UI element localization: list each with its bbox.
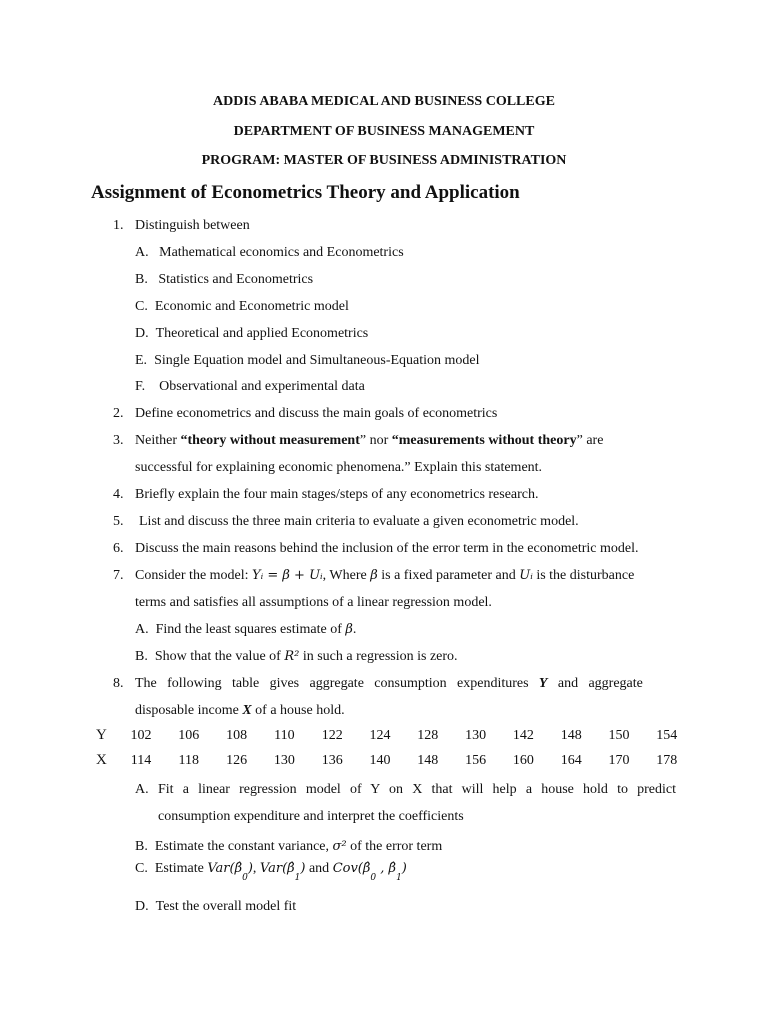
q8-sub-a-letter: A. [135, 782, 149, 797]
var-beta1: Var(β̂ [259, 861, 295, 876]
table-y-cell: 130 [465, 728, 487, 743]
q7-line1 [135, 568, 634, 584]
q1-sub-f-text: Observational and experimental data [159, 379, 365, 394]
q7-mid2: is a fixed parameter and [377, 568, 520, 583]
q1-sub-c-text: Economic and Econometric model [154, 299, 349, 314]
q8-x-symbol: X [242, 703, 252, 718]
q1-sub-d [135, 326, 368, 342]
q8-line2-pre: disposable income [135, 703, 243, 718]
table-x-cell: 140 [369, 753, 391, 768]
department-name: DEPARTMENT OF BUSINESS MANAGEMENT [233, 124, 535, 139]
q7-sub-a [135, 622, 356, 638]
college-name: ADDIS ABABA MEDICAL AND BUSINESS COLLEGE [213, 94, 555, 109]
var-comma: , [252, 861, 260, 876]
q4-text: Briefly explain the four main stages/steps of any econometrics research. [135, 487, 539, 502]
q3-bold-measurement: “measurements without theory [391, 433, 577, 448]
q8-number: 8. [113, 676, 124, 691]
q1-sub-a-text: Mathematical economics and Econometrics [159, 245, 404, 260]
q8-sub-b-symbol: σ² [332, 839, 347, 854]
cov-close: ) [401, 861, 407, 876]
q8-sub-a-line1: Fit a linear regression model of Y on X that will help a house hold to predict [158, 782, 676, 797]
q1-sub-f-letter: F. [135, 379, 146, 394]
q7-beta-symbol: β [370, 568, 378, 583]
q1-sub-a-letter: A. [135, 245, 149, 260]
q1-sub-b-text: Statistics and Econometrics [158, 272, 314, 287]
cov-beta1-subscript: 1 [396, 873, 402, 883]
table-y-cell: 154 [656, 728, 678, 743]
table-x-cell: 130 [273, 753, 295, 768]
q7-sub-a-pre: Find the least squares estimate of [155, 622, 346, 637]
q8-sub-c [135, 861, 407, 883]
q8-sub-c-pre: Estimate [154, 861, 208, 876]
table-x-cell: 126 [226, 753, 248, 768]
table-y-cell: 142 [512, 728, 534, 743]
table-x-cell: 114 [130, 753, 152, 768]
q2-number: 2. [113, 406, 124, 421]
table-y-cell: 108 [226, 728, 248, 743]
var-beta0-subscript: 0 [242, 873, 248, 883]
q1-text: Distinguish between [135, 218, 250, 233]
table-x-cell: 156 [465, 753, 487, 768]
q8-line2 [135, 703, 345, 719]
var-beta1-close: ) [300, 861, 306, 876]
q7-sub-a-letter: A. [135, 622, 149, 637]
q7-mid: , Where [322, 568, 371, 583]
q8-word: and [557, 676, 579, 691]
q8-line2-post: of a house hold. [251, 703, 345, 718]
program-name: PROGRAM: MASTER OF BUSINESS ADMINISTRATION [201, 153, 567, 168]
q3-post: ” are [576, 433, 604, 448]
q8-sub-d-text: Test the overall model fit [155, 899, 297, 914]
q8-sub-b-post: of the error term [346, 839, 443, 854]
q1-sub-e-text: Single Equation model and Simultaneous-Equation model [154, 353, 480, 368]
table-x-cell: 118 [178, 753, 200, 768]
q7-sub-b-letter: B. [135, 649, 148, 664]
q1-sub-e [135, 353, 480, 369]
table-x-cell: 160 [512, 753, 534, 768]
q6-text: Discuss the main reasons behind the inclusion of the error term in the econometric model. [135, 541, 639, 556]
q1-sub-b-letter: B. [135, 272, 148, 287]
table-y-cell: 124 [369, 728, 391, 743]
q1-number: 1. [113, 218, 124, 233]
q1-sub-a [135, 245, 404, 261]
q7-sub-b-pre: Show that the value of [154, 649, 285, 664]
q8-word: expenditures [457, 676, 529, 691]
table-x-cell: 178 [656, 753, 678, 768]
q7-sub-b-symbol: R² [284, 649, 300, 664]
q8-sub-c-letter: C. [135, 861, 148, 876]
q5-number: 5. [113, 514, 124, 529]
q8-sub-d [135, 899, 296, 915]
q8-sub-a-line2: consumption expenditure and interpret the coefficients [158, 809, 464, 824]
q8-sub-d-letter: D. [135, 899, 149, 914]
q2-text: Define econometrics and discuss the main goals of econometrics [135, 406, 498, 421]
q1-sub-d-letter: D. [135, 326, 149, 341]
table-y-cell: 150 [608, 728, 630, 743]
q7-line2: terms and satisfies all assumptions of a linear regression model. [135, 595, 492, 610]
table-y-cell: 148 [560, 728, 582, 743]
table-x-cell: 148 [417, 753, 439, 768]
table-x-label: X [96, 752, 107, 768]
q8-line1 [135, 676, 643, 692]
q3-line1 [135, 433, 603, 449]
table-x-cell: 170 [608, 753, 630, 768]
cov-beta0: Cov(β̂ [332, 861, 371, 876]
q3-line2: successful for explaining economic phenomena.” Explain this statement. [135, 460, 543, 475]
q1-sub-c [135, 299, 349, 315]
q8-word: consumption [374, 676, 447, 691]
var-and: and [305, 861, 333, 876]
q8-word: The [135, 676, 157, 691]
q8-y-symbol: Y [538, 676, 548, 691]
q8-sub-b-letter: B. [135, 839, 148, 854]
q5-text: List and discuss the three main criteria to evaluate a given econometric model. [139, 514, 579, 529]
table-x-cell: 136 [321, 753, 343, 768]
q4-number: 4. [113, 487, 124, 502]
q1-sub-c-letter: C. [135, 299, 148, 314]
q1-sub-b [135, 272, 313, 288]
q7-sub-b-post: in such a regression is zero. [299, 649, 458, 664]
q7-model-equation: Yᵢ = β + Uᵢ [252, 568, 323, 583]
var-beta0-close: ) [247, 861, 253, 876]
q3-bold-theory: “theory without measurement [180, 433, 360, 448]
var-beta1-subscript: 1 [294, 873, 301, 883]
q7-sub-a-post: . [352, 622, 357, 637]
q8-word: table [231, 676, 260, 691]
q3-pre: Neither [135, 433, 181, 448]
table-y-cell: 128 [417, 728, 439, 743]
q7-sub-b [135, 649, 458, 665]
q8-word: aggregate [309, 676, 364, 691]
table-x-cell: 164 [560, 753, 582, 768]
table-y-cell: 102 [130, 728, 152, 743]
q1-sub-f [135, 379, 365, 395]
q1-sub-d-text: Theoretical and applied Econometrics [155, 326, 369, 341]
table-y-cell: 106 [178, 728, 200, 743]
q7-sub-a-symbol: β [345, 622, 353, 637]
q7-number: 7. [113, 568, 124, 583]
q3-number: 3. [113, 433, 124, 448]
q1-sub-e-letter: E. [135, 353, 148, 368]
q7-post: is the disturbance [532, 568, 635, 583]
cov-beta0-subscript: 0 [370, 873, 377, 883]
q7-pre: Consider the model: [135, 568, 253, 583]
q8-word: aggregate [588, 676, 643, 691]
var-beta0: Var(β̂ [207, 861, 243, 876]
table-y-label: Y [96, 727, 107, 743]
assignment-title: Assignment of Econometrics Theory and Application [91, 182, 520, 203]
table-y-cell: 122 [321, 728, 343, 743]
q8-word: following [167, 676, 222, 691]
q7-u-symbol: Uᵢ [519, 568, 533, 583]
table-y-cell: 110 [274, 728, 295, 743]
cov-separator: , β̂ [376, 861, 397, 876]
q3-mid: ” nor [359, 433, 392, 448]
q8-word: gives [269, 676, 300, 691]
q8-sub-b-pre: Estimate the constant variance, [154, 839, 333, 854]
q8-sub-b [135, 839, 442, 855]
q6-number: 6. [113, 541, 124, 556]
